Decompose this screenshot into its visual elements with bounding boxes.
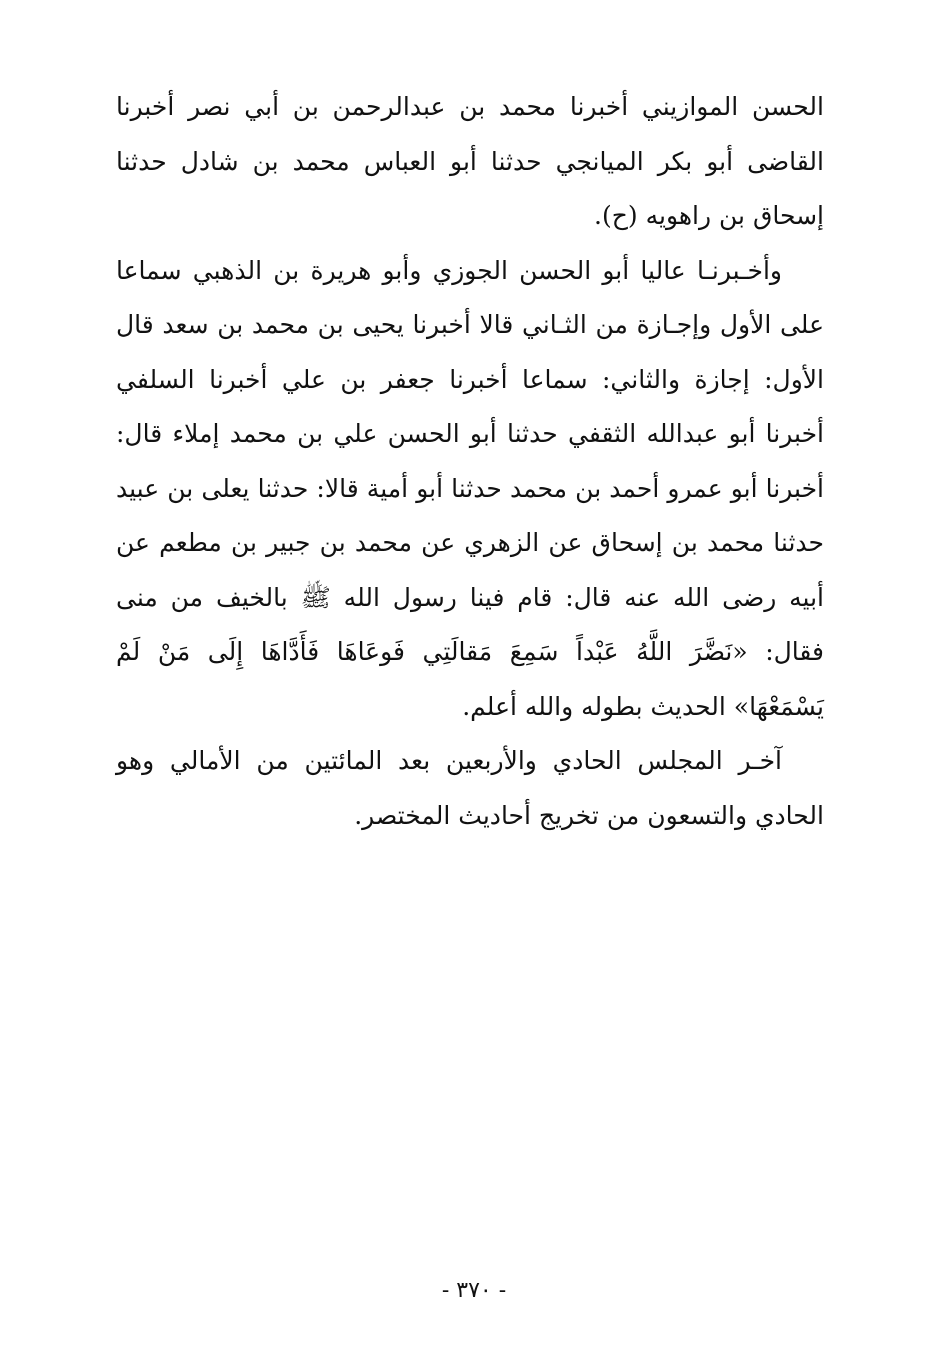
page-number: - ٣٧٠ - xyxy=(441,1278,507,1303)
paragraph-2: وأخـبرنـا عاليا أبو الحسن الجوزي وأبو هريرة بن الذهبي سماعا على الأول وإجـازة من الثـاني قالا أخبرنا يحيى بن محمد بن سعد قال الأول: إجازة والثاني: سماعا أخبرنا جعفر بن علي أخبرنا السلفي أخبرنا أبو عبدالله الثقفي حدثنا أبو الحسن علي بن محمد إملاء قال: أخبرنا أبو عمرو أحمد بن محمد حدثنا أبو أمية قالا: حدثنا يعلى بن عبيد حدثنا محمد بن إسحاق عن الزهري عن محمد بن جبير بن مطعم عن أبيه رضى الله عنه قال: قام فينا رسول الله ﷺ بالخيف من منى فقال: «نَضَّرَ اللَّهُ عَبْداً سَمِعَ مَقالَتِي فَوعَاهَا فَأَدَّاهَا إِلَى مَنْ لَمْ يَسْمَعْهَا» الحديث بطوله والله أعلم. xyxy=(116,255,824,721)
paragraph-3: آخـر المجلس الحادي والأربعين بعد المائتين من الأمالي وهو الحادي والتسعون من تخريج أحاديث المختصر. xyxy=(116,746,824,830)
page-body xyxy=(116,80,824,843)
paragraph-1: الحسن الموازيني أخبرنا محمد بن عبدالرحمن بن أبي نصر أخبرنا القاضى أبو بكر الميانجي حدثنا أبو العباس محمد بن شادل حدثنا إسحاق بن راهويه (ح). xyxy=(116,92,824,230)
